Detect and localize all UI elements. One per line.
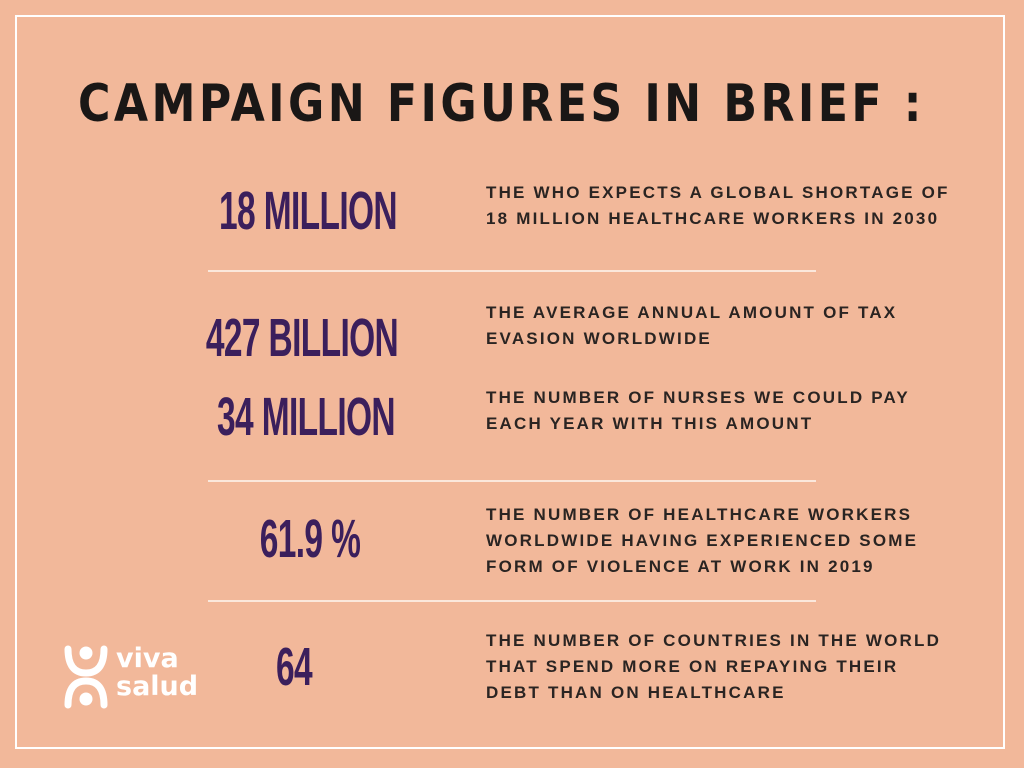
figure-description-1: THE WHO EXPECTS A GLOBAL SHORTAGE OF 18 MILLION HEALTHCARE WORKERS IN 2030 bbox=[486, 183, 950, 228]
figure-description-4: THE NUMBER OF HEALTHCARE WORKERS WORLDWIDE HAVING EXPERIENCED SOME FORM OF VIOLENCE AT WORK IN 2019 bbox=[486, 505, 919, 576]
page-title: CAMPAIGN FIGURES IN BRIEF : bbox=[78, 74, 925, 134]
divider-3 bbox=[208, 600, 816, 602]
figure-value-2: 427 BILLION bbox=[205, 308, 399, 368]
person-logo-icon bbox=[64, 643, 108, 709]
figure-value-3: 34 MILLION bbox=[217, 387, 395, 447]
figure-value-4: 61.9 % bbox=[259, 509, 361, 569]
logo-line-2: salud bbox=[116, 671, 199, 702]
logo-text bbox=[116, 645, 198, 701]
divider-1 bbox=[208, 270, 816, 272]
viva-salud-logo bbox=[64, 643, 204, 713]
figure-value-1: 18 MILLION bbox=[219, 181, 397, 241]
divider-2 bbox=[208, 480, 816, 482]
figure-value-5: 64 bbox=[275, 637, 312, 697]
figure-description-2: THE AVERAGE ANNUAL AMOUNT OF TAX EVASION WORLDWIDE bbox=[486, 303, 898, 348]
figure-description-5: THE NUMBER OF COUNTRIES IN THE WORLD THAT SPEND MORE ON REPAYING THEIR DEBT THAN ON HEALTHCARE bbox=[486, 631, 942, 702]
figure-description-3: THE NUMBER OF NURSES WE COULD PAY EACH YEAR WITH THIS AMOUNT bbox=[486, 388, 910, 433]
logo-line-1: viva bbox=[116, 643, 179, 674]
